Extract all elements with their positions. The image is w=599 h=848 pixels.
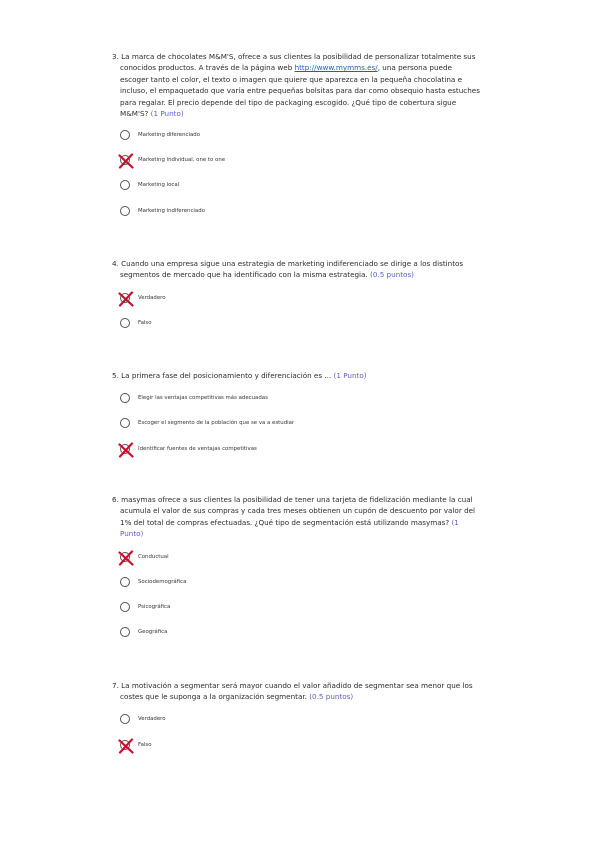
question-3-text	[112, 51, 482, 119]
points-label: (1 Punto)	[120, 517, 459, 539]
question-text-continued: , una persona puede escoger tanto el color, el texto o imagen que quiere que aparezca en la pequeña chocolatina e incluso, el empaquetado que varía entre pequeñas bolsitas para dar como obsequio hasta estuches para regalar. El precio depende del tipo de packaging escogido. ¿Qué tipo de cobertura sigue M&M'S?	[120, 63, 480, 119]
radio-circle-icon[interactable]	[120, 206, 130, 216]
option-marketing-diferenciado[interactable]	[120, 128, 200, 142]
option-sociodemografica[interactable]	[120, 575, 186, 589]
red-cross-mark-icon	[118, 442, 134, 458]
option-label: Conductual	[138, 554, 169, 560]
option-label: Escoger el segmento de la población que se va a estudiar	[138, 420, 295, 426]
radio-circle-icon[interactable]	[120, 318, 130, 328]
option-falso[interactable]	[120, 316, 152, 330]
option-verdadero[interactable]	[120, 291, 166, 305]
red-cross-mark-icon	[118, 738, 134, 754]
option-label: Falso	[138, 320, 152, 326]
question-7	[112, 680, 482, 703]
points-label: (0.5 puntos)	[309, 692, 354, 702]
question-3	[112, 51, 482, 119]
option-psicografica[interactable]	[120, 600, 170, 614]
red-cross-mark-icon	[118, 153, 134, 169]
option-marketing-individual[interactable]	[120, 153, 225, 167]
question-number: 7.	[112, 681, 119, 690]
option-verdadero[interactable]	[120, 712, 166, 726]
option-marketing-local[interactable]	[120, 178, 179, 192]
option-label: Elegir las ventajas competitivas más adecuadas	[138, 395, 268, 401]
points-label: (1 Punto)	[333, 371, 367, 380]
radio-circle-icon[interactable]	[120, 714, 130, 724]
radio-circle-icon[interactable]	[120, 155, 130, 165]
question-number: 4.	[112, 259, 119, 268]
question-4	[112, 258, 482, 281]
question-text: La motivación a segmentar será mayor cuando el valor añadido de segmentar sea menor que los costes que le suponga a la organización segmentar.	[120, 681, 473, 702]
red-cross-mark-icon	[118, 550, 134, 566]
radio-circle-icon[interactable]	[120, 552, 130, 562]
question-text: La primera fase del posicionamiento y diferenciación es ...	[121, 371, 332, 380]
radio-circle-icon[interactable]	[120, 293, 130, 303]
option-label: Identificar fuentes de ventajas competitivas	[138, 446, 257, 452]
option-label: Falso	[138, 742, 152, 748]
option-label: Marketing local	[138, 182, 180, 188]
option-label: Marketing diferenciado	[138, 132, 201, 138]
question-6	[112, 494, 482, 540]
question-number: 3.	[112, 52, 119, 61]
radio-circle-icon[interactable]	[120, 627, 130, 637]
question-4-text	[112, 258, 482, 281]
radio-circle-icon[interactable]	[120, 180, 130, 190]
option-escoger-segmento[interactable]	[120, 416, 294, 430]
red-cross-mark-icon	[118, 291, 134, 307]
website-link[interactable]: http://www.mymms.es/	[294, 63, 378, 73]
radio-circle-icon[interactable]	[120, 444, 130, 454]
question-6-text	[112, 494, 482, 540]
points-label: (1 Punto)	[150, 109, 184, 119]
option-elegir-ventajas[interactable]	[120, 391, 268, 405]
question-text: La marca de chocolates M&M'S, ofrece a sus clientes la posibilidad de personalizar totalmente sus conocidos productos. A través de la página web	[120, 52, 476, 73]
option-identificar-fuentes[interactable]	[120, 442, 257, 456]
question-text: masymas ofrece a sus clientes la posibilidad de tener una tarjeta de fidelización mediante la cual acumula el valor de sus compras y cada tres meses obtienen un cupón de descuento por valor del 1% del total de compras efectuadas. ¿Qué tipo de segmentación está utilizando masymas?	[120, 495, 476, 527]
radio-circle-icon[interactable]	[120, 393, 130, 403]
radio-circle-icon[interactable]	[120, 418, 130, 428]
option-label: Psicográfica	[138, 604, 171, 610]
option-label: Sociodemográfica	[138, 579, 187, 585]
radio-circle-icon[interactable]	[120, 130, 130, 140]
option-label: Geográfica	[138, 629, 168, 635]
option-label: Verdadero	[138, 716, 166, 722]
question-number: 5.	[112, 371, 119, 380]
option-label: Marketing indiferenciado	[138, 208, 205, 214]
option-marketing-indiferenciado[interactable]	[120, 204, 205, 218]
radio-circle-icon[interactable]	[120, 602, 130, 612]
question-number: 6.	[112, 495, 119, 504]
points-label: (0.5 puntos)	[370, 270, 414, 280]
option-label: Marketing individual, one to one	[138, 157, 226, 163]
option-label: Verdadero	[138, 295, 166, 301]
radio-circle-icon[interactable]	[120, 577, 130, 587]
question-5-text	[112, 370, 482, 381]
question-7-text	[112, 680, 482, 703]
option-falso[interactable]	[120, 738, 152, 752]
question-text: Cuando una empresa sigue una estrategia de marketing indiferenciado se dirige a los distintos segmentos de mercado que ha identificado con la misma estrategia.	[120, 259, 464, 280]
option-geografica[interactable]	[120, 625, 167, 639]
radio-circle-icon[interactable]	[120, 740, 130, 750]
option-conductual[interactable]	[120, 550, 169, 564]
question-5	[112, 370, 482, 381]
